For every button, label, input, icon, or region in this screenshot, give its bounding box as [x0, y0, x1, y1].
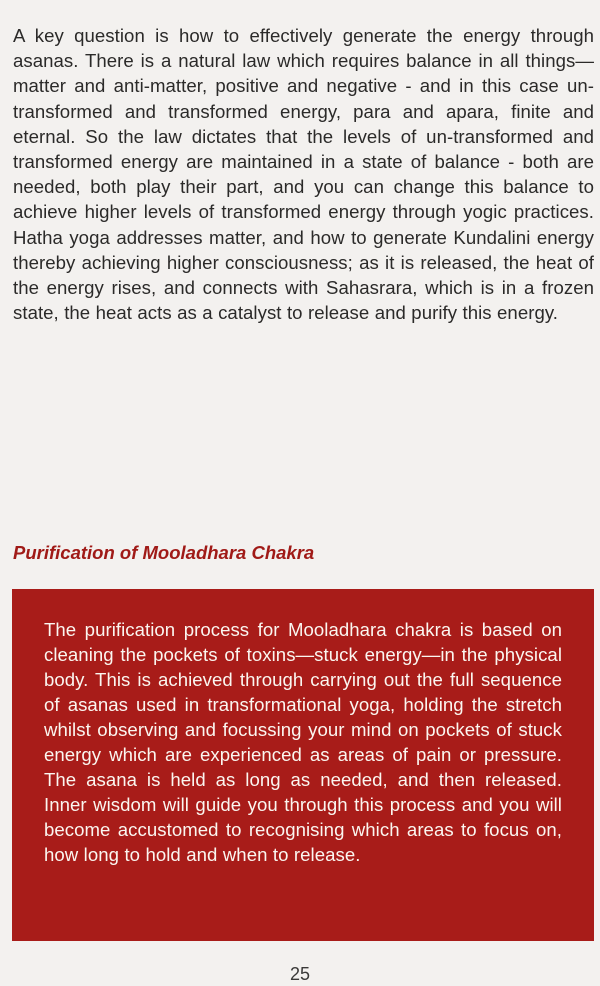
section-heading: Purification of Mooladhara Chakra: [13, 542, 315, 563]
page-number: 25: [289, 964, 311, 984]
body-paragraph: A key question is how to effectively generate the energy through asanas. There is a natural law which requires balance in all things—matter and anti-matter, positive and negative - and in this case un-transformed and transformed energy, para and apara, finite and eternal. So the law dictates that the levels of un-transformed and transformed energy are maintained in a state of balance - both are needed, both play their part, and you can change this balance to achieve higher levels of transformed energy through yogic practices. Hatha yoga addresses matter, and how to generate Kundalini energy thereby achieving higher consciousness; as it is released, the heat of the energy rises, and connects with Sahasrara, which is in a frozen state, the heat acts as a catalyst to release and purify this energy.: [13, 25, 594, 324]
callout-text: The purification process for Mooladhara chakra is based on cleaning the pockets of toxins—stuck energy—in the physical body. This is achieved through carrying out the full sequence of asanas used in transformational yoga, holding the stretch whilst observing and focussing your mind on pockets of stuck energy which are experienced as areas of pain or pressure. The asana is held as long as needed, and then released. Inner wisdom will guide you through this process and you will become accustomed to recognising which areas to focus on, how long to hold and when to release.: [44, 619, 562, 865]
callout-box: [12, 589, 594, 941]
